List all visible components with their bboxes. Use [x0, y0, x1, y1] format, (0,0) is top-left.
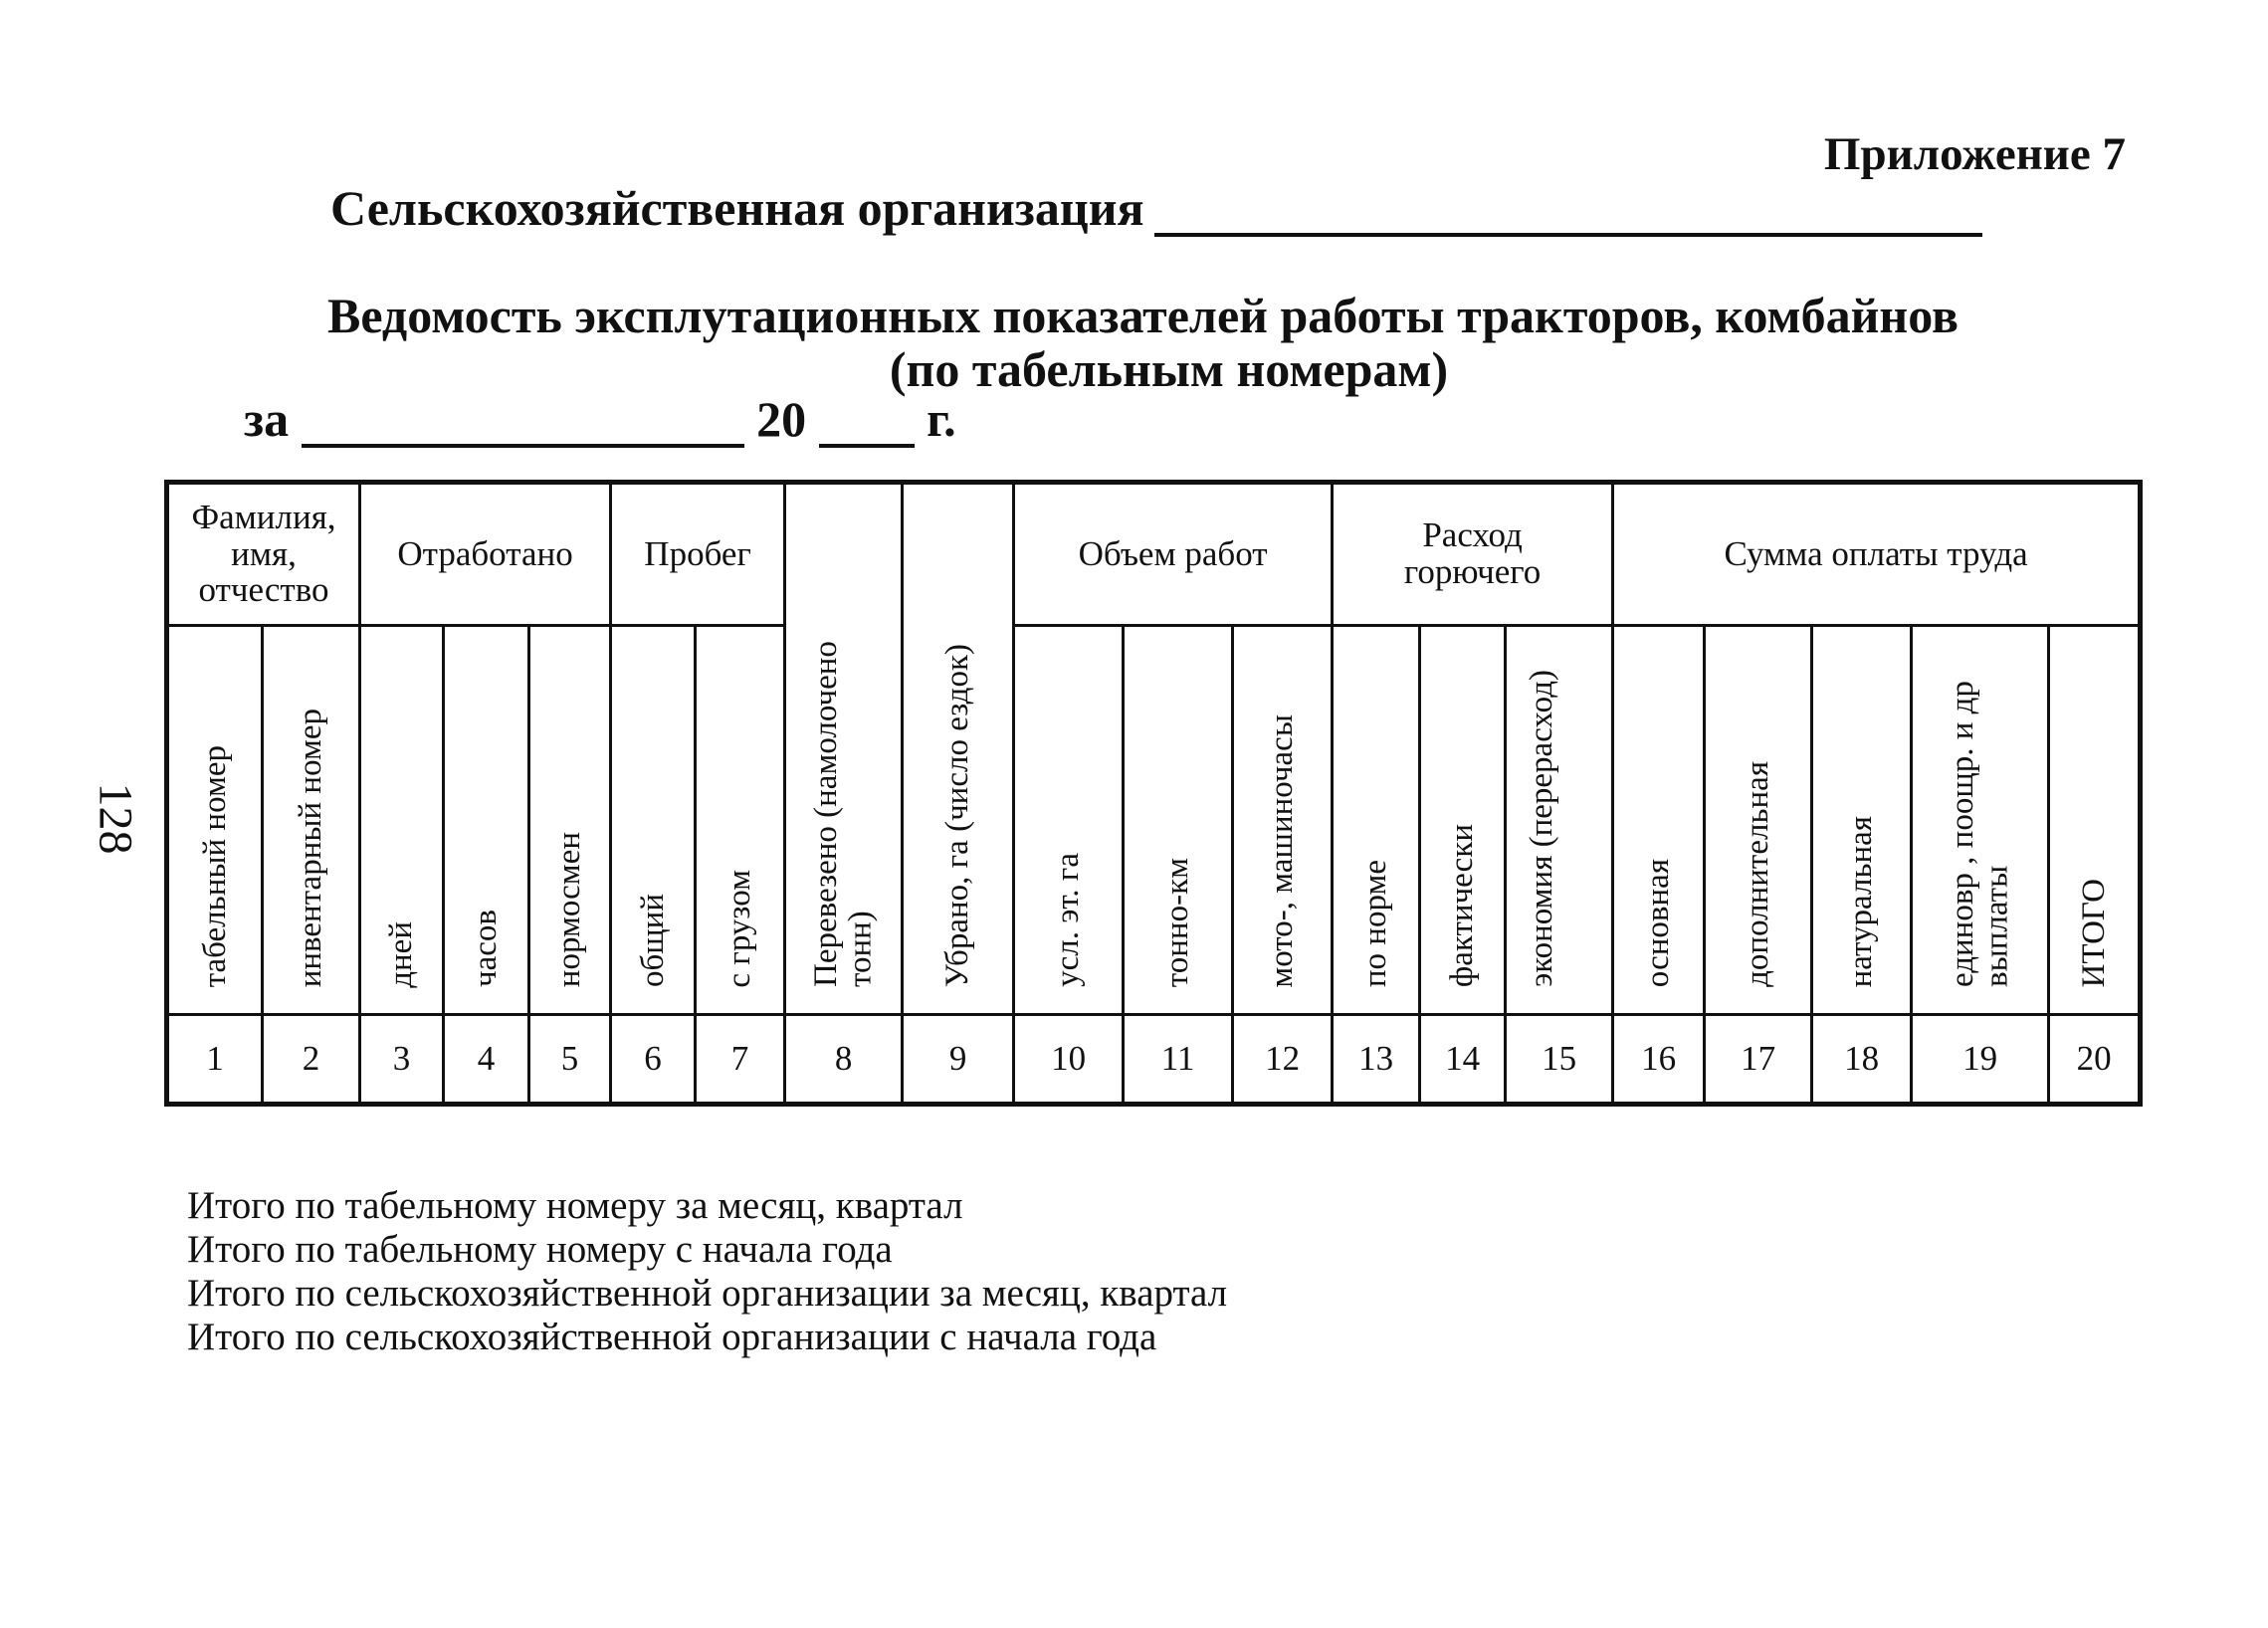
period-line	[244, 390, 956, 448]
appendix-label: Приложение 7	[1823, 128, 2126, 180]
column-header-hectares	[1014, 626, 1124, 1015]
column-header-loaded-mileage-text: с грузом	[722, 869, 758, 988]
group-header-mileage: Пробег	[611, 483, 785, 626]
column-header-ton-km-text: тонно-км	[1159, 858, 1196, 988]
organization-blank	[1154, 189, 1982, 237]
column-header-norm-shifts	[529, 626, 611, 1015]
column-number-cell: 20	[2049, 1015, 2141, 1105]
column-header-fuel-savings-text: экономия (перерасход)	[1523, 670, 1559, 988]
organization-line	[330, 179, 1982, 237]
period-blank	[302, 402, 744, 448]
period-prefix: за	[244, 391, 290, 447]
footer-line: Итого по сельскохозяйственной организации с начала года	[187, 1316, 1157, 1358]
column-header-pay-base-text: основная	[1640, 859, 1677, 988]
column-number-cell: 6	[611, 1015, 696, 1105]
page-title: Ведомость эксплутационных показателей работы тракторов, комбайнов	[327, 288, 1959, 343]
column-header-fuel-savings	[1506, 626, 1613, 1015]
column-number-cell: 14	[1420, 1015, 1506, 1105]
period-suffix: г.	[927, 391, 956, 447]
column-header-days-text: дней	[383, 920, 420, 988]
group-header-row	[167, 483, 2141, 626]
column-header-pay-bonus	[1912, 626, 2049, 1015]
footer-line: Итого по табельному номеру с начала года	[187, 1228, 893, 1271]
column-number-cell: 1	[167, 1015, 263, 1105]
column-number-cell: 7	[696, 1015, 785, 1105]
group-header-worked: Отработано	[360, 483, 611, 626]
column-header-pay-total	[2049, 626, 2141, 1015]
column-number-cell: 12	[1233, 1015, 1333, 1105]
footer-line: Итого по табельному номеру за месяц, квартал	[187, 1184, 963, 1227]
column-number-cell: 8	[785, 1015, 903, 1105]
column-header-row	[167, 626, 2141, 1015]
column-header-tab-number	[167, 626, 263, 1015]
column-number-row	[167, 1015, 2141, 1105]
column-number-cell: 9	[903, 1015, 1014, 1105]
column-header-inventory-number-text: инвентарный номер	[293, 709, 329, 988]
column-number-cell: 3	[360, 1015, 444, 1105]
footer-line: Итого по сельскохозяйственной организации за месяц, квартал	[187, 1272, 1228, 1315]
column-header-transported-text: Перевезено (намолочено тонн)	[807, 641, 879, 988]
column-number-cell: 10	[1014, 1015, 1124, 1105]
column-number-cell: 4	[444, 1015, 529, 1105]
period-year-prefix: 20	[756, 391, 807, 447]
column-header-pay-natural-text: натуральная	[1843, 815, 1880, 988]
column-header-total-mileage-text: общий	[634, 894, 671, 988]
column-header-total-mileage	[611, 626, 696, 1015]
column-header-pay-additional-text: дополнительная	[1740, 761, 1776, 988]
column-header-norm-shifts-text: нормосмен	[551, 832, 588, 988]
column-header-pay-bonus-text: единовр , поощр. и др выплаты	[1944, 681, 2015, 988]
column-header-harvested-text: Убрано, га (число ездок)	[939, 644, 976, 988]
column-number-cell: 18	[1812, 1015, 1912, 1105]
column-header-inventory-number	[263, 626, 360, 1015]
column-header-fuel-actual	[1420, 626, 1506, 1015]
column-header-machine-hours	[1233, 626, 1333, 1015]
organization-label: Сельскохозяйственная организация	[330, 180, 1144, 236]
column-header-hours-text: часов	[468, 910, 505, 988]
group-header-fuel: Расход горючего	[1333, 483, 1613, 626]
column-number-cell: 19	[1912, 1015, 2049, 1105]
column-number-cell: 16	[1613, 1015, 1705, 1105]
group-header-payment: Сумма оплаты труда	[1613, 483, 2141, 626]
column-number-cell: 5	[529, 1015, 611, 1105]
column-header-harvested	[903, 483, 1014, 1015]
column-header-hours	[444, 626, 529, 1015]
column-header-fuel-norm	[1333, 626, 1420, 1015]
page-number: 128	[89, 782, 142, 855]
column-number-cell: 2	[263, 1015, 360, 1105]
footer-totals	[187, 1184, 1227, 1359]
column-header-hectares-text: усл. эт. га	[1050, 853, 1087, 988]
column-header-transported	[785, 483, 903, 1015]
column-header-ton-km	[1124, 626, 1233, 1015]
column-header-days	[360, 626, 444, 1015]
column-header-loaded-mileage	[696, 626, 785, 1015]
column-number-cell: 11	[1124, 1015, 1233, 1105]
year-blank	[819, 402, 915, 448]
page-subtitle: (по табельным номерам)	[889, 341, 1449, 397]
column-number-cell: 17	[1705, 1015, 1812, 1105]
report-table	[164, 480, 2143, 1107]
group-header-name: Фамилия, имя, отчество	[167, 483, 360, 626]
column-header-tab-number-text: табельный номер	[196, 745, 233, 988]
column-header-pay-base	[1613, 626, 1705, 1015]
column-header-pay-total-text: ИТОГО	[2075, 878, 2112, 988]
group-header-work-volume: Объем работ	[1014, 483, 1333, 626]
column-header-pay-additional	[1705, 626, 1812, 1015]
column-number-cell: 15	[1506, 1015, 1613, 1105]
column-number-cell: 13	[1333, 1015, 1420, 1105]
column-header-pay-natural	[1812, 626, 1912, 1015]
column-header-machine-hours-text: мото-, машиночасы	[1264, 713, 1301, 988]
column-header-fuel-norm-text: по норме	[1357, 860, 1394, 988]
column-header-fuel-actual-text: фактически	[1444, 824, 1481, 988]
